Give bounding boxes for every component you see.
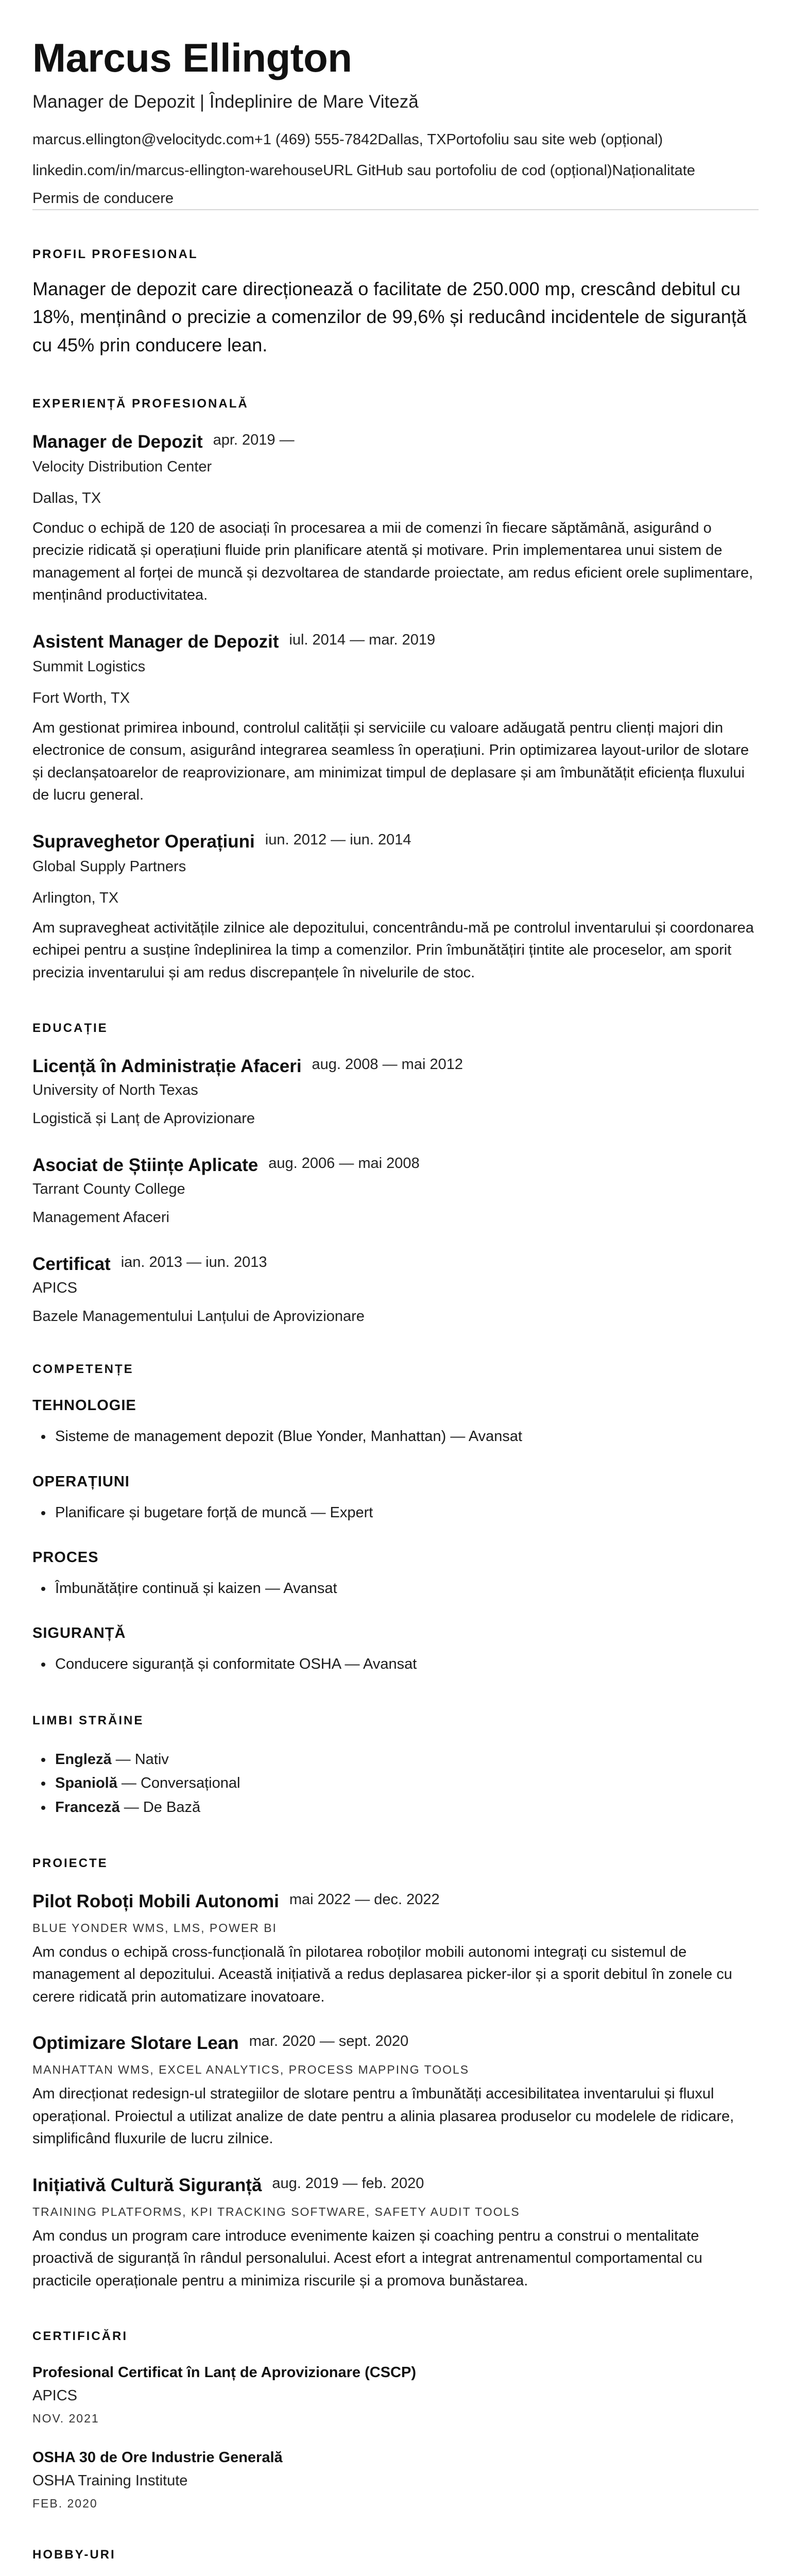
skill-list	[32, 1652, 759, 1676]
projects-section	[32, 1856, 759, 2293]
skill-list	[32, 1501, 759, 1524]
job-location: Dallas, TX	[32, 489, 101, 506]
section-title-certifications: CERTIFICĂRI	[32, 2329, 128, 2344]
project-name: Inițiativă Cultură Siguranță	[32, 2175, 262, 2195]
language-item	[53, 1795, 759, 1819]
education-item	[32, 1056, 759, 1127]
degree-title: Licență în Administrație Afaceri	[32, 1056, 302, 1077]
project-name: Pilot Roboți Mobili Autonomi	[32, 1891, 279, 1911]
experience-section	[32, 397, 759, 985]
language-name: Spaniolă	[55, 1775, 117, 1792]
project-dates: mar. 2020 — sept. 2020	[249, 2033, 409, 2050]
skill-category: PROCES	[32, 1549, 99, 1566]
language-item	[53, 1748, 759, 1771]
skill-item: • Sisteme de management depozit (Blue Yonder, Manhattan) — Avansat	[53, 1425, 759, 1448]
skill-item: • Îmbunătățire continuă și kaizen — Avansat	[53, 1577, 759, 1600]
job-title: Supraveghetor Operațiuni	[32, 831, 255, 852]
study-field: Management Afaceri	[32, 1209, 169, 1226]
language-level: — Conversațional	[117, 1775, 240, 1792]
job-dates: iun. 2012 — iun. 2014	[265, 831, 411, 848]
project-dates: aug. 2019 — feb. 2020	[272, 2175, 424, 2192]
skill-category: OPERAȚIUNI	[32, 1473, 130, 1490]
language-list	[32, 1748, 759, 1819]
language-level: — Nativ	[111, 1751, 169, 1768]
degree-dates: ian. 2013 — iun. 2013	[121, 1254, 267, 1271]
degree-title: Asociat de Științe Aplicate	[32, 1155, 259, 1176]
certification-date: NOV. 2021	[32, 2412, 99, 2426]
skill-category: TEHNOLOGIE	[32, 1397, 136, 1414]
degree-dates: aug. 2006 — mai 2008	[268, 1155, 420, 1172]
education-item	[32, 1155, 759, 1226]
certification-item	[32, 2364, 759, 2426]
job-description: Am supravegheat activitățile zilnice ale depozitului, concentrându-mă pe controlul inventarului și coordonarea echipei pentru a susține îndeplinirea la timp a comenzilor. Prin îmbunătățiri țintite ale proceselor, am sporit precizia inventarului și am redus discrepanțele în nivelurile de stoc.	[32, 919, 754, 981]
certifications-section	[32, 2329, 759, 2511]
skill-item: • Conducere siguranță și conformitate OSHA — Avansat	[53, 1652, 759, 1676]
section-title-projects: PROIECTE	[32, 1856, 108, 1870]
education-item	[32, 1254, 759, 1325]
job-dates: apr. 2019 —	[213, 431, 295, 448]
job-title: Asistent Manager de Depozit	[32, 631, 279, 652]
education-section	[32, 1021, 759, 1325]
contact-nationality: Naționalitate	[612, 162, 695, 179]
certification-item	[32, 2449, 759, 2511]
project-item	[32, 2175, 759, 2293]
experience-item	[32, 632, 759, 807]
project-tech: BLUE YONDER WMS, LMS, POWER BI	[32, 1921, 277, 1935]
job-description: Conduc o echipă de 120 de asociați în procesarea a mii de comenzi în fiecare săptămână, asigurând o precizie ridicată și operațiuni fluide prin planificare atentă și motivare. Prin implementarea unui sistem de management al forței de muncă și dezvoltarea de standarde proiectate, am redus eficient orele suplimentare, menținând productivitatea.	[32, 519, 753, 604]
contact-email[interactable]: marcus.ellington@velocitydc.com	[32, 131, 254, 148]
project-description: Am direcționat redesign-ul strategiilor de slotare pentru a îmbunătăți accesibilitatea inventarului și fluxul operațional. Proiectul a utilizat analize de date pentru a alinia plasarea produselor cu modelele de ridicare, simplificând fluxurile de lucru zilnice.	[32, 2086, 734, 2147]
candidate-name: Marcus Ellington	[32, 35, 352, 80]
school-name: Tarrant County College	[32, 1181, 185, 1198]
language-level: — De Bază	[119, 1799, 201, 1816]
experience-item	[32, 832, 759, 985]
project-item	[32, 2033, 759, 2150]
experience-item	[32, 432, 759, 607]
job-company: Velocity Distribution Center	[32, 458, 212, 475]
skill-list	[32, 1425, 759, 1448]
project-name: Optimizare Slotare Lean	[32, 2033, 239, 2054]
section-title-education: EDUCAȚIE	[32, 1021, 108, 1036]
contact-linkedin[interactable]: linkedin.com/in/marcus-ellington-warehouse	[32, 162, 323, 179]
skill-category: SIGURANȚĂ	[32, 1625, 126, 1642]
job-description: Am gestionat primirea inbound, controlul calității și serviciile cu valoare adăugată pentru clienți majori din electronice de consum, asigurând integrarea seamless în operațiuni. Prin optimizarea layout-urilor de slotare și declanșatoarelor de reaprovizionare, am minimizat timpul de deplasare și am îmbunătățit eficiența fluxului de lucru general.	[32, 719, 749, 804]
job-dates: iul. 2014 — mar. 2019	[289, 631, 436, 648]
contact-phone[interactable]: +1 (469) 555-7842	[254, 131, 378, 148]
language-name: Engleză	[55, 1751, 112, 1768]
certification-issuer: APICS	[32, 2387, 78, 2404]
skill-item: • Planificare și bugetare forță de muncă — Expert	[53, 1501, 759, 1524]
language-name: Franceză	[55, 1799, 120, 1816]
skill-list	[32, 1577, 759, 1600]
contact-row-1	[32, 128, 759, 151]
job-location: Fort Worth, TX	[32, 689, 130, 706]
hobbies-section	[32, 2548, 759, 2576]
project-item	[32, 1891, 759, 2009]
project-description: Am condus un program care introduce evenimente kaizen și coaching pentru a construi o mentalitate proactivă de siguranță în rândul personalului. Acest efort a integrat antrenamentul comportamental cu practicile operaționale pentru a minimiza riscurile și a promova bunăstarea.	[32, 2227, 702, 2289]
contact-row-2	[32, 159, 759, 182]
school-name: APICS	[32, 1280, 78, 1297]
section-title-profile: PROFIL PROFESIONAL	[32, 247, 198, 261]
certification-name: Profesional Certificat în Lanț de Aprovizionare (CSCP)	[32, 2364, 416, 2381]
job-title: Manager de Depozit	[32, 431, 203, 452]
language-item	[53, 1771, 759, 1795]
profile-section	[32, 247, 759, 360]
school-name: University of North Texas	[32, 1082, 198, 1099]
certification-date: FEB. 2020	[32, 2497, 98, 2511]
section-title-hobbies: HOBBY-URI	[32, 2548, 116, 2562]
section-title-languages: LIMBI STRĂINE	[32, 1713, 144, 1727]
section-title-skills: COMPETENȚE	[32, 1362, 134, 1377]
job-company: Summit Logistics	[32, 658, 146, 675]
project-tech: MANHATTAN WMS, EXCEL ANALYTICS, PROCESS MAPPING TOOLS	[32, 2063, 470, 2077]
project-dates: mai 2022 — dec. 2022	[289, 1891, 440, 1908]
study-field: Bazele Managementului Lanțului de Aprovizionare	[32, 1308, 365, 1325]
certification-name: OSHA 30 de Ore Industrie Generală	[32, 2449, 283, 2466]
profile-summary: Manager de depozit care direcționează o facilitate de 250.000 mp, crescând debitul cu 18%, menținând o precizie a comenzilor de 99,6% și reducând incidentele de siguranță cu 45% prin conducere lean.	[32, 278, 747, 356]
project-tech: TRAINING PLATFORMS, KPI TRACKING SOFTWARE, SAFETY AUDIT TOOLS	[32, 2205, 520, 2218]
job-location: Arlington, TX	[32, 889, 119, 906]
job-company: Global Supply Partners	[32, 858, 186, 875]
candidate-title: Manager de Depozit | Îndeplinire de Mare Viteză	[32, 91, 419, 112]
contact-driving-license: Permis de conducere	[32, 190, 759, 210]
degree-dates: aug. 2008 — mai 2012	[312, 1056, 463, 1073]
skills-section	[32, 1362, 759, 1676]
languages-section	[32, 1714, 759, 1819]
contact-portfolio[interactable]: Portofoliu sau site web (opțional)	[446, 131, 663, 148]
degree-title: Certificat	[32, 1254, 111, 1275]
project-description: Am condus o echipă cross-funcțională în pilotarea roboților mobili autonomi integrați cu sistemul de management al depozitului. Această inițiativă a redus deplasarea picker-ilor și a sporit debitul în zonele cu cerere ridicată prin automatizare inovatoare.	[32, 1943, 732, 2005]
section-title-experience: EXPERIENȚĂ PROFESIONALĂ	[32, 396, 249, 411]
certification-issuer: OSHA Training Institute	[32, 2472, 188, 2489]
contact-location: Dallas, TX	[377, 131, 446, 148]
contact-github[interactable]: URL GitHub sau portofoliu de cod (opțional)	[323, 162, 612, 179]
resume-header	[32, 36, 759, 210]
study-field: Logistică și Lanț de Aprovizionare	[32, 1110, 255, 1127]
